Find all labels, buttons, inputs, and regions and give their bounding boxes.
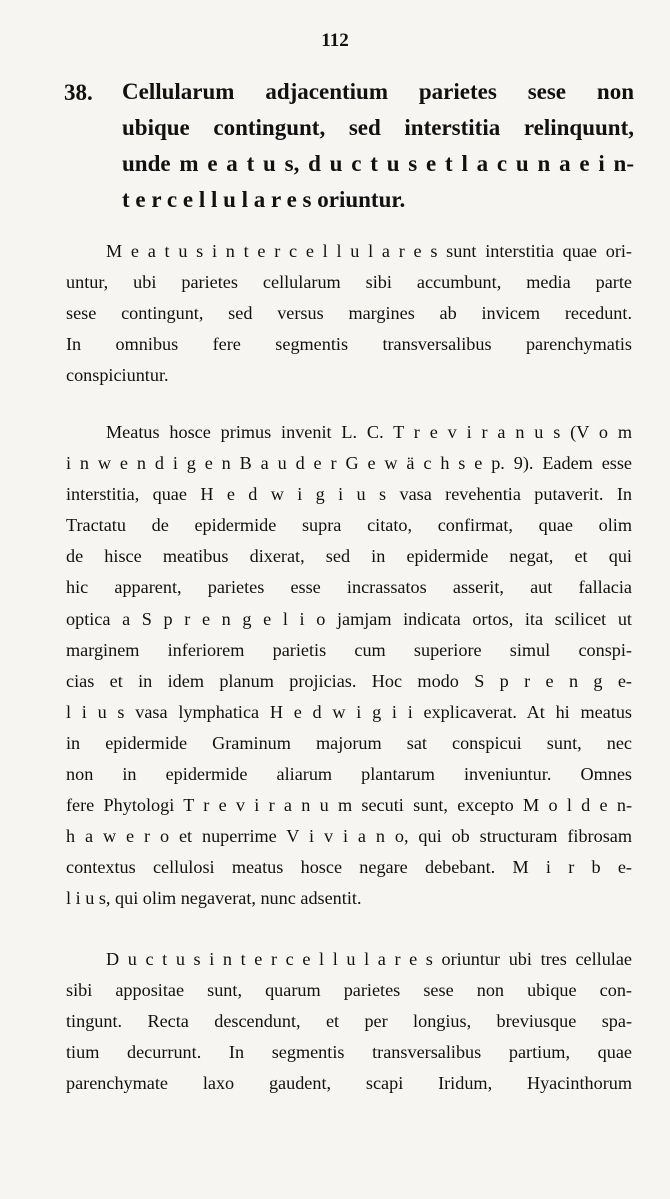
section-heading — [122, 74, 634, 218]
text-line: contextus cellulosi meatus hosce negare debebant. M i r b e- — [66, 857, 632, 878]
text-line: fere Phytologi T r e v i r a n u m secuti sunt, excepto M o l d e n- — [66, 795, 632, 816]
text-line: sibi appositae sunt, quarum parietes sese non ubique con- — [66, 980, 632, 1001]
text-line: cias et in idem planum projicias. Hoc modo S p r e n g e- — [66, 670, 632, 691]
paragraph-3 — [66, 944, 632, 1099]
text-line: conspiciuntur. — [66, 365, 169, 386]
text-line: tingunt. Recta descendunt, et per longius, breviusque spa- — [66, 1011, 632, 1032]
text-line: h a w e r o et nuperrime V i v i a n o, qui ob structuram fibrosam — [66, 826, 632, 847]
text-line: D u c t u s i n t e r c e l l u l a r e s oriuntur ubi tres cellulae — [106, 949, 632, 969]
text-line: optica a S p r e n g e l i o jamjam indicata ortos, ita scilicet ut — [66, 608, 632, 629]
text-line: l i u s, qui olim negaverat, nunc adsentit. — [66, 888, 362, 909]
text-line: untur, ubi parietes cellularum sibi accumbunt, media parte — [66, 272, 632, 293]
heading-line: ubique contingunt, sed interstitia relinquunt, — [122, 115, 634, 140]
paragraph-1 — [66, 236, 632, 391]
text-line: In omnibus fere segmentis transversalibus parenchymatis — [66, 334, 632, 355]
heading-line: unde m e a t u s, d u c t u s e t l a c u n a e i n- — [122, 151, 634, 176]
text-line: l i u s vasa lymphatica H e d w i g i i explicaverat. At hi meatus — [66, 701, 632, 722]
text-line: tium decurrunt. In segmentis transversalibus partium, quae — [66, 1042, 632, 1063]
text-line: i n w e n d i g e n B a u d e r G e w ä c h s e p. 9). Eadem esse — [66, 453, 632, 474]
page-number: 112 — [321, 30, 349, 51]
text-line: M e a t u s i n t e r c e l l u l a r e s sunt interstitia quae ori- — [106, 241, 632, 261]
section-number: 38. — [64, 80, 93, 105]
text-line: marginem inferiorem parietis cum superiore simul conspi- — [66, 639, 632, 660]
text-line: Tractatu de epidermide supra citato, confirmat, quae olim — [66, 515, 632, 536]
heading-line: t e r c e l l u l a r e s oriuntur. — [122, 187, 406, 212]
text-line: interstitia, quae H e d w i g i u s vasa revehentia putaverit. In — [66, 484, 632, 505]
text-line: Meatus hosce primus invenit L. C. T r e v i r a n u s (V o m — [106, 422, 632, 442]
paragraph-2 — [66, 417, 632, 915]
text-line: sese contingunt, sed versus margines ab invicem recedunt. — [66, 303, 632, 324]
text-line: in epidermide Graminum majorum sat conspicui sunt, nec — [66, 732, 632, 753]
text-line: parenchymate laxo gaudent, scapi Iridum, Hyacinthorum — [66, 1073, 632, 1094]
text-line: hic apparent, parietes esse incrassatos asserit, aut fallacia — [66, 577, 632, 598]
text-line: non in epidermide aliarum plantarum inveniuntur. Omnes — [66, 764, 632, 785]
heading-line: Cellularum adjacentium parietes sese non — [122, 79, 634, 104]
text-line: de hisce meatibus dixerat, sed in epidermide negat, et qui — [66, 546, 632, 567]
